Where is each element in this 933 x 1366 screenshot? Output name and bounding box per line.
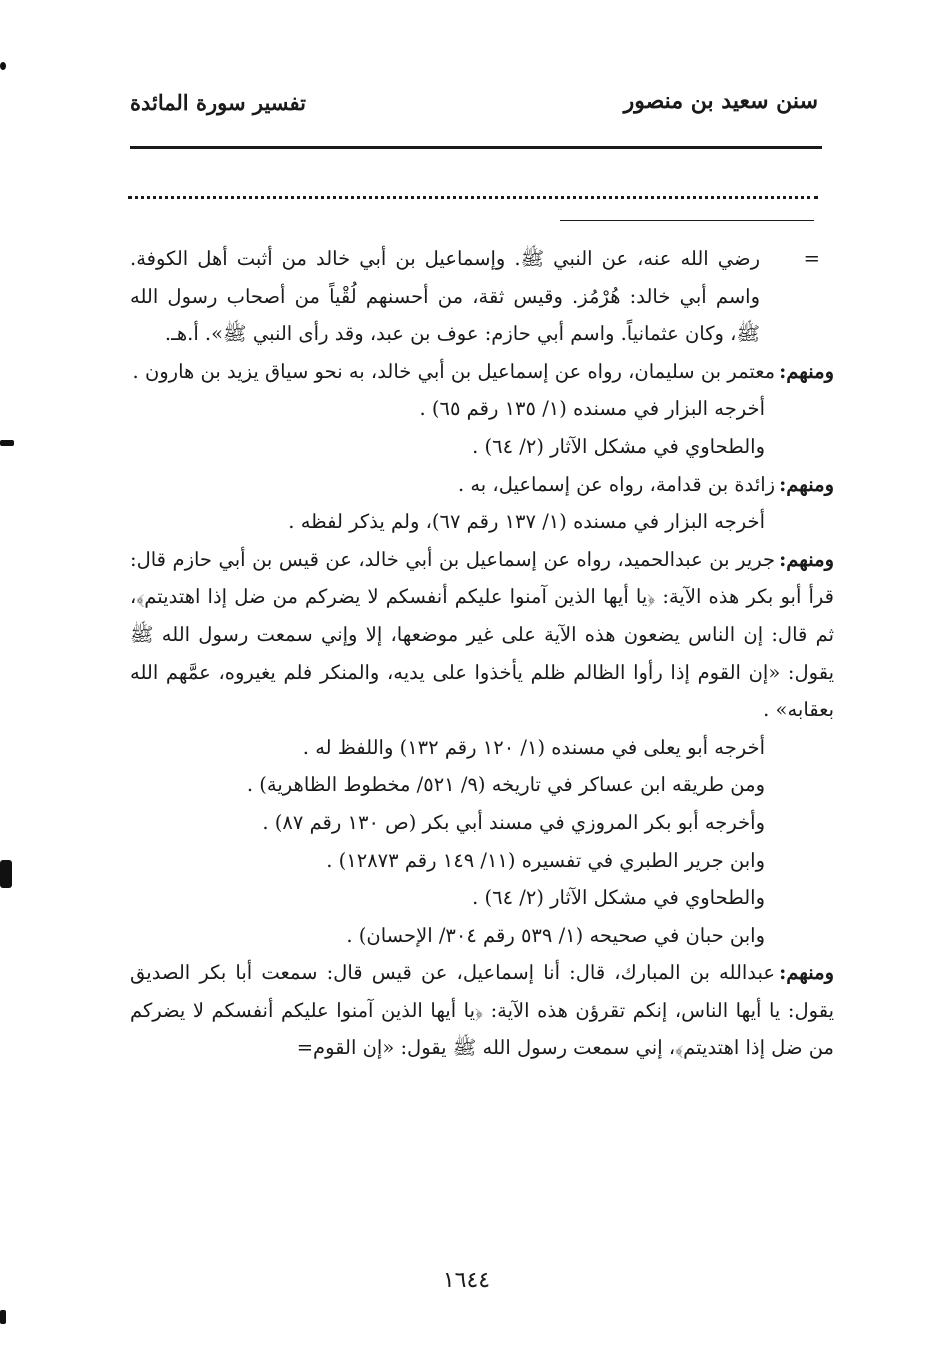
source-line: أخرجه البزار في مسنده (١/ ١٣٥ رقم ٦٥) . — [419, 397, 765, 421]
narrator-entry — [130, 353, 834, 466]
dotted-separator — [128, 196, 818, 199]
entry-heading: ومنهم: — [779, 472, 834, 496]
scan-speck — [0, 440, 14, 446]
source-line: والطحاوي في مشكل الآثار (٢/ ٦٤) . — [472, 886, 765, 910]
running-header — [130, 88, 818, 128]
narrator-entry — [130, 541, 835, 955]
entry-paragraph — [130, 466, 834, 504]
footnote-text: رضي الله عنه، عن النبي ﷺ. وإسماعيل بن أبي خالد من أثبت أهل الكوفة. واسم أبي خالد: هُرْمُز. وقيس ثقة، من أحسنهم لُقْياً من أصحاب رسول الله ﷺ، وكان عثمانياً. واسم أبي حازم: عوف بن عبد، وقد رأى النبي ﷺ». أ.هـ. — [130, 247, 760, 346]
footnote-rule — [560, 220, 814, 221]
source-line: ومن طريقه ابن عساكر في تاريخه (٩/ ٥٢١/ مخطوط الظاهرية) . — [246, 773, 765, 797]
chapter-title: تفسير سورة المائدة — [130, 90, 306, 115]
entry-heading: ومنهم: — [779, 547, 834, 571]
scan-speck — [0, 62, 6, 70]
entry-paragraph — [130, 353, 834, 391]
entry-text: جرير بن عبدالحميد، رواه عن إسماعيل بن أبي خالد، عن قيس بن أبي حازم قال: قرأ أبو بكر هذه الآية: ﴿يا أيها الذين آمنوا عليكم أنفسكم لا يضركم من ضل إذا اهتديتم﴾، ثم قال: إن الناس يضعون هذه الآية على غير موضعها، إلا وإني سمعت رسول الله ﷺ يقول: «إن القوم إذا رأوا الظالم ظلم يأخذوا على يديه، والمنكر فلم يغيروه، عمَّهم الله بعقابه» . — [130, 547, 835, 722]
entry-heading: ومنهم: — [779, 359, 834, 383]
narrator-entry — [130, 466, 834, 541]
page-number: ١٦٤٤ — [442, 1268, 491, 1293]
scan-speck — [0, 860, 12, 888]
source-line: وابن جرير الطبري في تفسيره (١١/ ١٤٩ رقم ١٢٨٧٣) . — [326, 848, 765, 872]
entry-paragraph — [130, 541, 834, 729]
footnote-body — [130, 240, 835, 1067]
footnote-continuation — [130, 240, 820, 353]
continuation-marker: = — [803, 247, 820, 270]
header-rule — [130, 146, 822, 149]
narrator-entry — [130, 954, 834, 1067]
book-title: سنن سعيد بن منصور — [623, 88, 818, 114]
scan-speck — [0, 1310, 6, 1324]
entry-text: معتمر بن سليمان، رواه عن إسماعيل بن أبي خالد، به نحو سياق يزيد بن هارون . — [132, 359, 776, 383]
source-line: وأخرجه أبو بكر المروزي في مسند أبي بكر (ص ١٣٠ رقم ٨٧) . — [262, 810, 765, 834]
entry-heading: ومنهم: — [779, 961, 834, 985]
source-line: أخرجه أبو يعلى في مسنده (١/ ١٢٠ رقم ١٣٢) واللفظ له . — [302, 735, 765, 759]
entry-text: عبدالله بن المبارك، قال: أنا إسماعيل، عن قيس قال: سمعت أبا بكر الصديق يقول: يا أيها الناس، إنكم تقرؤن هذه الآية: ﴿يا أيها الذين آمنوا عليكم أنفسكم لا يضركم من ضل إذا اهتديتم﴾، إني سمعت رسول الله ﷺ يقول: «إن القوم= — [130, 961, 834, 1060]
entry-paragraph — [130, 954, 834, 1067]
entry-text: زائدة بن قدامة، رواه عن إسماعيل، به . — [457, 472, 776, 496]
source-line: أخرجه البزار في مسنده (١/ ١٣٧ رقم ٦٧)، ولم يذكر لفظه . — [288, 510, 765, 534]
source-line: وابن حبان في صحيحه (١/ ٥٣٩ رقم ٣٠٤/ الإحسان) . — [346, 923, 765, 947]
source-line: والطحاوي في مشكل الآثار (٢/ ٦٤) . — [472, 434, 765, 458]
